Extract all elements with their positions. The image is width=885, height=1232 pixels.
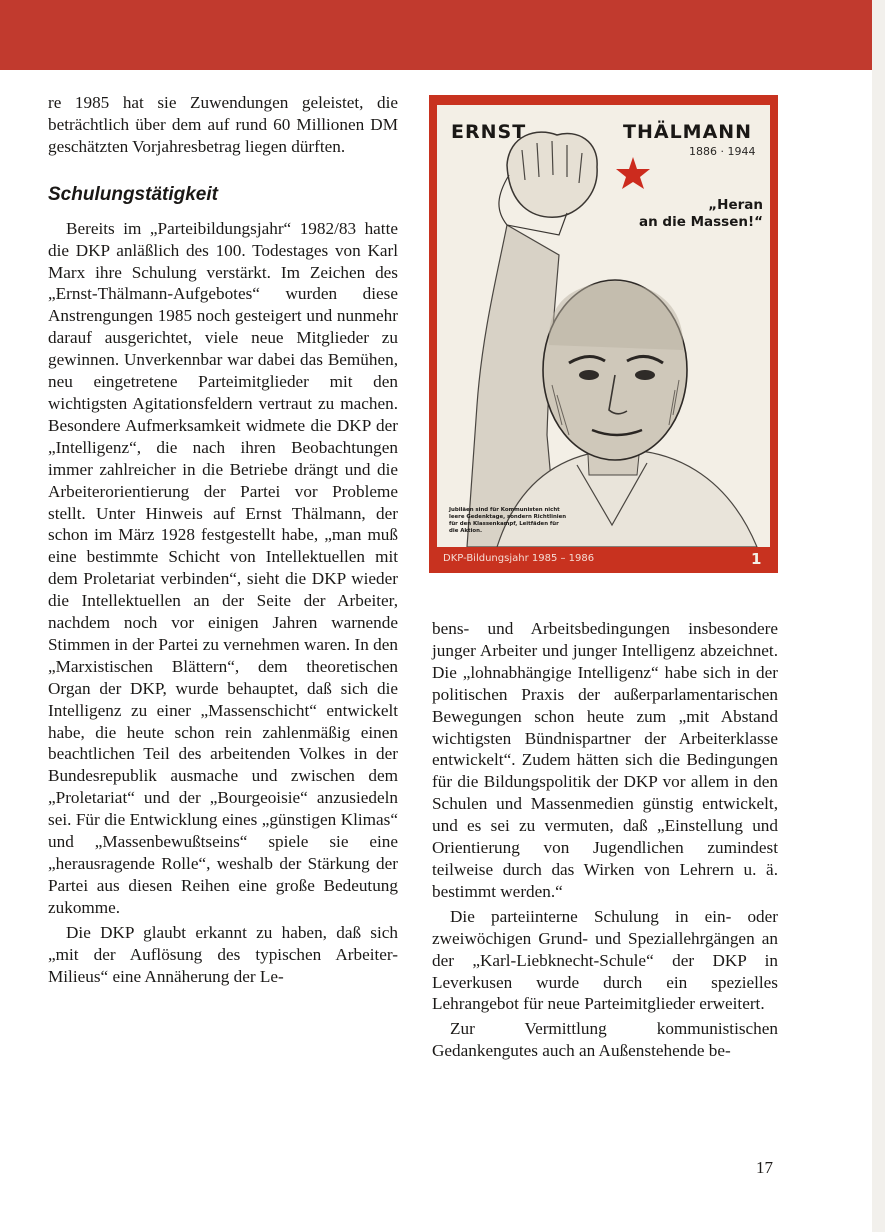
paragraph-milieu: Die DKP glaubt erkannt zu haben, daß sich „mit der Auflösung des typischen Arbeiter-Milieus“ eine Annäherung der Le- xyxy=(48,922,398,986)
page-edge xyxy=(872,0,885,1232)
poster-slogan xyxy=(617,197,763,231)
thaelmann-poster xyxy=(429,95,778,573)
slogan-line-1: „Heran xyxy=(708,197,763,213)
paragraph-vermittlung: Zur Vermittlung kommunistischen Gedankengutes auch an Außenstehende be- xyxy=(432,1019,778,1061)
poster-number: 1 xyxy=(751,550,762,568)
poster-years: 1886 · 1944 xyxy=(689,145,756,158)
right-column xyxy=(432,618,778,1062)
portrait-drawing xyxy=(437,105,770,547)
red-star-icon xyxy=(616,157,650,189)
poster-fine-print: Jubiläen sind für Kommunisten nicht leere Gedenktage, sondern Richtlinien für den Klassenkampf, Leitfäden für die Aktion. xyxy=(449,507,567,534)
paragraph-intelligenz: bens- und Arbeitsbedingungen insbesondere junger Arbeiter und junger Intelligenz abzeichnet. Die „lohnabhängige Intelligenz“ habe sich in der politischen Praxis der außerparlamentarischen Bewegungen schon heute zum „mit Abstand wichtigsten Bündnispartner der Arbeiterklasse entwickelt“. Zudem hätten sich die Bedingungen für die Bildungspolitik der DKP vor allem in den Schulen und Massenmedien günstig entwickelt, und es sei zu vermuten, daß „Einstellung und Orientierung von Jugendlichen zumindest teilweise durch das Wirken von Lehrern u. ä. bestimmt werden.“ xyxy=(432,619,778,901)
paragraph-schulung: Bereits im „Parteibildungsjahr“ 1982/83 hatte die DKP anläßlich des 100. Todestages von Karl Marx ihre Schulung verstärkt. Im Zeichen des „Ernst-Thälmann-Aufgebotes“ wurden diese Anstrengungen 1985 noch gesteigert und nunmehr darauf ausgerichtet, viele neue Mitglieder zu gewinnen. Unverkennbar war dabei das Bemühen, neu eingetretene Parteimitglieder mit den wichtigsten Agitationsfeldern vertraut zu machen. Besondere Aufmerksamkeit widmete die DKP der „Intelligenz“, die nach ihren Beobachtungen immer zahlreicher in die Betriebe drängt und die Arbeiterorientierung der Partei vor Probleme stellt. Unter Hinweis auf Ernst Thälmann, der schon im März 1928 festgestellt habe, „man muß eine bestimmte Schicht von Intellektuellen mit dem Proletariat verbinden“, sieht die DKP wieder die Intellektuellen an der Seite der Arbeiter, nachdem noch vor einigen Jahren warnende Stimmen in der Partei zu vernehmen waren. In den „Marxistischen Blättern“, dem theoretischen Organ der DKP, wurde behauptet, daß sich die Intelligenz zu einer „Massenschicht“ entwickelt habe, die heute schon rein zahlenmäßig einen beachtlichen Teil des arbeitenden Volkes in der Bundesrepublik ausmache und zwischen dem „Proletariat“ und der „Bourgeoisie“ anzusiedeln sei. Für die Entwicklung eines „günstigen Klimas“ und „Massenbewußtseins“ spiele sie eine „herausragende Rolle“, weshalb der Stärkung der Partei aus diesen Reihen eine große Bedeutung zukomme. xyxy=(48,218,398,917)
poster-first-name: ERNST xyxy=(451,121,527,143)
page-number: 17 xyxy=(756,1158,773,1177)
paragraph-parteischulung: Die parteiinterne Schulung in ein- oder zweiwöchigen Grund- und Speziallehrgängen an der „Karl-Liebknecht-Schule“ der DKP in Leverkusen wurde durch ein spezielles Lehrangebot für neue Parteimitglieder erweitert. xyxy=(432,906,778,1014)
poster-last-name: THÄLMANN xyxy=(623,121,753,143)
poster-artwork xyxy=(437,105,770,547)
section-heading: Schulungstätigkeit xyxy=(48,183,218,205)
header-color-band xyxy=(0,0,872,70)
left-column xyxy=(48,92,398,987)
slogan-line-2: an die Massen!“ xyxy=(639,214,763,230)
paragraph-continuation: re 1985 hat sie Zuwendungen geleistet, die beträchtlich über dem auf rund 60 Millionen DM geschätzten Vorjahresbetrag liegen dürften. xyxy=(48,93,398,156)
poster-footer: DKP-Bildungsjahr 1985 – 1986 xyxy=(443,553,595,564)
